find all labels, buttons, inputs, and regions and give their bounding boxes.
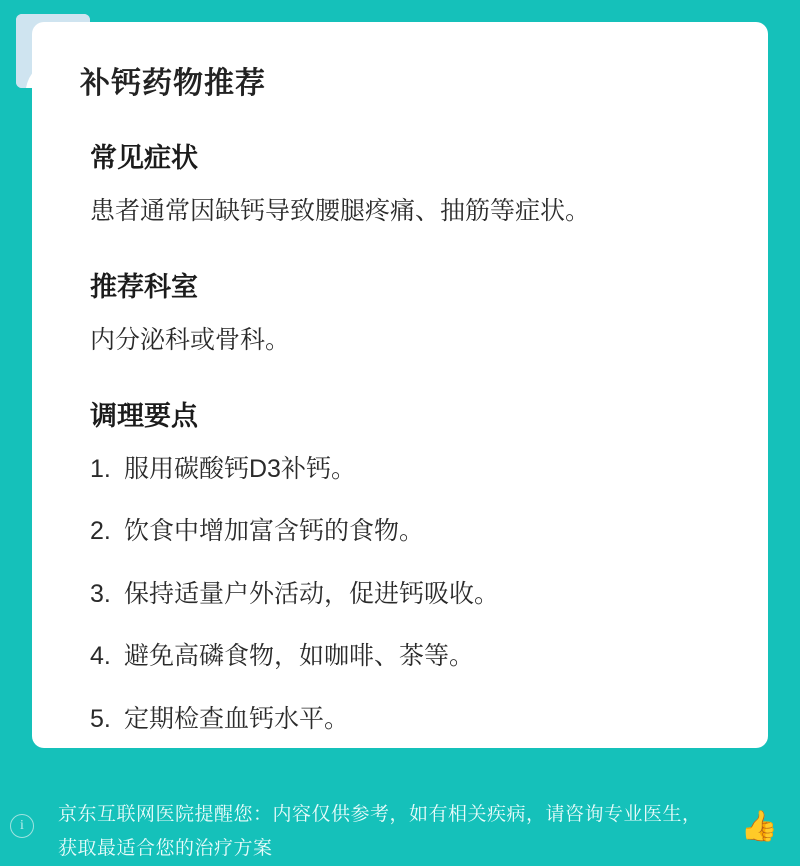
section-body-symptoms: 患者通常因缺钙导致腰腿疼痛、抽筋等症状。 [90,197,591,225]
content-card [32,22,768,748]
list-item-number: 3. [90,579,111,608]
info-icon: i [10,814,34,838]
list-item-number: 5. [90,704,111,733]
list-item [90,453,738,486]
list-item-text: 服用碳酸钙D3补钙。 [124,454,356,483]
list-item-number: 1. [90,454,111,483]
list-item-text: 保持适量户外活动，促进钙吸收。 [124,579,500,608]
list-item-number: 4. [90,642,111,670]
section-heading-symptoms: 常见症状 [90,143,198,173]
list-item-text: 避免高磷食物，如咖啡、茶等。 [124,642,475,670]
list-item [90,640,738,673]
list-item-text: 饮食中增加富含钙的食物。 [124,517,425,545]
tips-list [90,453,738,736]
section-heading-department: 推荐科室 [90,271,198,302]
page-title: 补钙药物推荐 [80,67,266,100]
list-item [90,703,738,736]
section-heading-tips: 调理要点 [90,400,198,431]
list-item-number: 2. [90,517,111,545]
section-body-department: 内分泌科或骨科。 [90,325,291,354]
list-item [90,578,738,611]
footer [0,770,800,857]
list-item-text: 定期检查血钙水平。 [124,704,350,733]
list-item [90,515,738,548]
disclaimer-text: 京东互联网医院提醒您：内容仅供参考，如有相关疾病，请咨询专业医生，获取最适合您的治疗方案 [58,804,702,859]
thumbs-up-icon[interactable]: 👍 [740,810,778,843]
